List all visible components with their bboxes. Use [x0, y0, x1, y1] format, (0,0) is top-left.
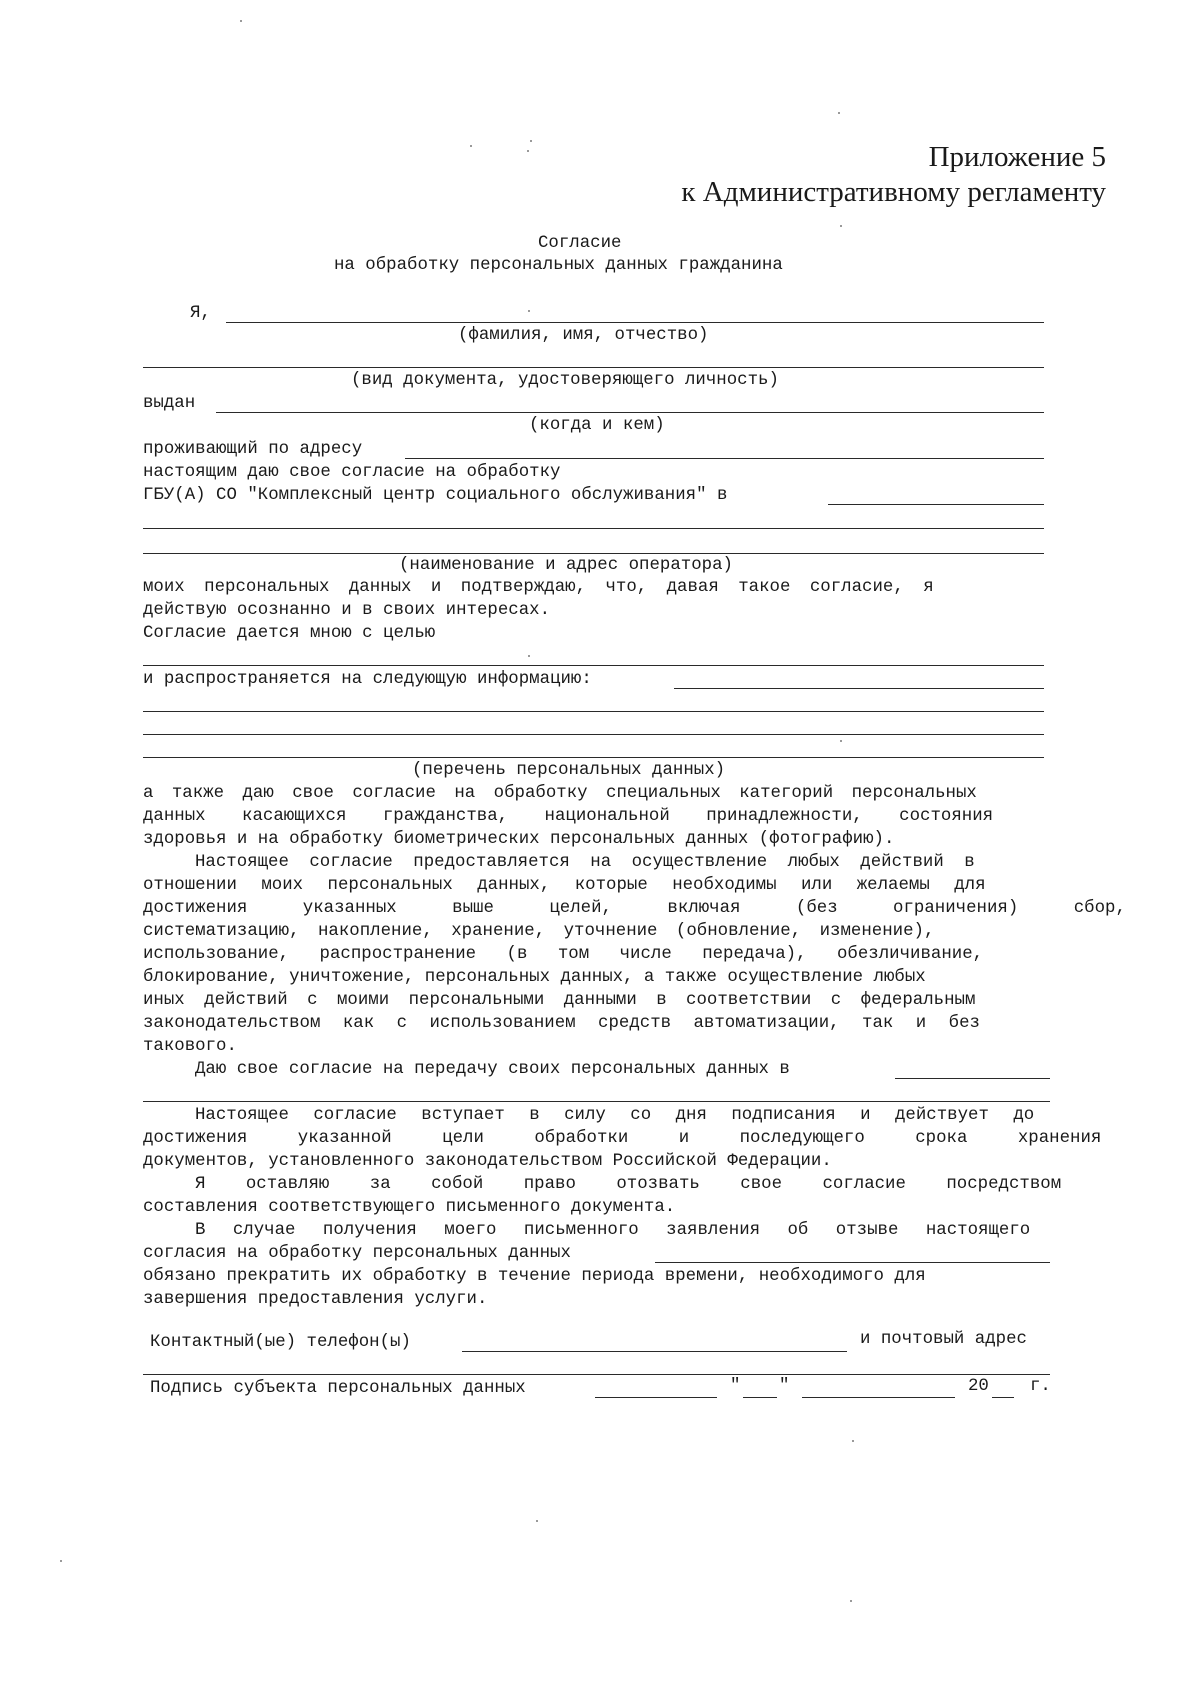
info-line-4[interactable] [143, 757, 1044, 758]
consent-statement: настоящим даю свое согласие на обработку [143, 463, 561, 482]
transfer-label: Даю свое согласие на передачу своих персональных данных в [195, 1060, 790, 1079]
fio-line[interactable] [226, 322, 1044, 323]
identity-document-line[interactable] [143, 367, 1044, 368]
issued-label: выдан [143, 394, 196, 413]
year-prefix: 20 [968, 1377, 989, 1396]
day-open-quote: " [730, 1377, 741, 1396]
paragraph-4-line-2: достижения указанной цели обработки и последующего срока хранения [143, 1129, 1102, 1148]
paragraph-2-line-1: а также даю свое согласие на обработку специальных категорий персональных [143, 784, 977, 803]
address-label: проживающий по адресу [143, 440, 363, 459]
operator-line-3[interactable] [143, 553, 1044, 554]
operator-name-line: ГБУ(А) СО "Комплексный центр социального обслуживания" в [143, 486, 728, 505]
month-line[interactable] [802, 1397, 955, 1398]
paragraph-3-line-5: использование, распространение (в том числе передача), обезличивание, [143, 945, 984, 964]
transfer-line-1[interactable] [895, 1078, 1050, 1079]
paragraph-1-line-2: действую осознанно и в своих интересах. [143, 601, 551, 620]
paragraph-3-line-9: такового. [143, 1037, 237, 1056]
paragraph-1-line-1: моих персональных данных и подтверждаю, что, давая такое согласие, я [143, 578, 934, 597]
postal-address-line[interactable] [143, 1374, 1050, 1375]
scan-speck [528, 310, 530, 312]
operator-caption: (наименование и адрес оператора) [399, 556, 733, 575]
purpose-line[interactable] [143, 665, 1044, 666]
paragraph-5-line-1: Я оставляю за собой право отозвать свое согласие посредством [195, 1175, 1062, 1194]
address-line[interactable] [405, 458, 1044, 459]
paragraph-4-line-3: документов, установленного законодательством Российской Федерации. [143, 1152, 832, 1171]
scan-speck [840, 225, 842, 227]
paragraph-6-line-3: обязано прекратить их обработку в течение периода времени, необходимого для [143, 1267, 926, 1286]
info-label: и распространяется на следующую информацию: [143, 670, 592, 689]
operator-line-2[interactable] [143, 528, 1044, 529]
paragraph-5-line-2: составления соответствующего письменного документа. [143, 1198, 676, 1217]
paragraph-6-line-1: В случае получения моего письменного заявления об отзыве настоящего [195, 1221, 1031, 1240]
scan-speck [536, 1520, 538, 1522]
fio-caption: (фамилия, имя, отчество) [458, 326, 709, 345]
scan-speck [470, 145, 472, 147]
identity-document-caption: (вид документа, удостоверяющего личность) [351, 371, 779, 390]
paragraph-3-line-1: Настоящее согласие предоставляется на осуществление любых действий в [195, 853, 975, 872]
phone-label: Контактный(ые) телефон(ы) [150, 1333, 411, 1352]
paragraph-3-line-7: иных действий с моими персональными данными в соответствии с федеральным [143, 991, 976, 1010]
scan-speck [840, 740, 842, 742]
scan-speck [60, 1560, 62, 1562]
year-line[interactable] [992, 1397, 1014, 1398]
operator-location-line[interactable] [828, 504, 1044, 505]
day-close-quote: " [779, 1377, 790, 1396]
scan-speck [528, 655, 530, 657]
signature-line[interactable] [595, 1397, 717, 1398]
scan-speck [850, 1600, 852, 1602]
paragraph-3-line-8: законодательством как с использованием средств автоматизации, так и без [143, 1014, 980, 1033]
transfer-line-2[interactable] [143, 1101, 1050, 1102]
paragraph-6-line-4: завершения предоставления услуги. [143, 1290, 488, 1309]
postal-address-label: и почтовый адрес [860, 1330, 1027, 1349]
issued-caption: (когда и кем) [529, 416, 665, 435]
signature-label: Подпись субъекта персональных данных [150, 1379, 526, 1398]
recall-tail-label: согласия на обработку персональных данных [143, 1244, 571, 1263]
info-line-2[interactable] [143, 711, 1044, 712]
purpose-label: Согласие дается мною с целью [143, 624, 436, 643]
form-subtitle: на обработку персональных данных гражданина [334, 256, 783, 275]
scan-speck [838, 112, 840, 114]
scan-speck [527, 150, 529, 152]
data-list-caption: (перечень персональных данных) [412, 761, 726, 780]
paragraph-3-line-3: достижения указанных выше целей, включая (без ограничения) сбор, [143, 899, 1126, 918]
phone-line[interactable] [462, 1351, 847, 1352]
form-title: Согласие [538, 234, 622, 253]
scan-speck [530, 140, 532, 142]
appendix-regulation: к Административному регламенту [681, 176, 1106, 208]
paragraph-3-line-6: блокирование, уничтожение, персональных данных, а также осуществление любых [143, 968, 926, 987]
year-suffix: г. [1030, 1377, 1051, 1396]
recall-line[interactable] [655, 1262, 1050, 1263]
issued-line[interactable] [216, 412, 1044, 413]
paragraph-4-line-1: Настоящее согласие вступает в силу со дня подписания и действует до [195, 1106, 1035, 1125]
scan-speck [240, 20, 242, 22]
paragraph-3-line-2: отношении моих персональных данных, которые необходимы или желаемы для [143, 876, 986, 895]
info-line-1[interactable] [674, 688, 1044, 689]
scan-speck [852, 1440, 854, 1442]
i-label: Я, [190, 304, 211, 323]
appendix-number: Приложение 5 [928, 141, 1106, 173]
paragraph-3-line-4: систематизацию, накопление, хранение, уточнение (обновление, изменение), [143, 922, 935, 941]
paragraph-2-line-2: данных касающихся гражданства, национальной принадлежности, состояния [143, 807, 994, 826]
info-line-3[interactable] [143, 734, 1044, 735]
paragraph-2-line-3: здоровья и на обработку биометрических персональных данных (фотографию). [143, 830, 895, 849]
day-line[interactable] [743, 1397, 777, 1398]
